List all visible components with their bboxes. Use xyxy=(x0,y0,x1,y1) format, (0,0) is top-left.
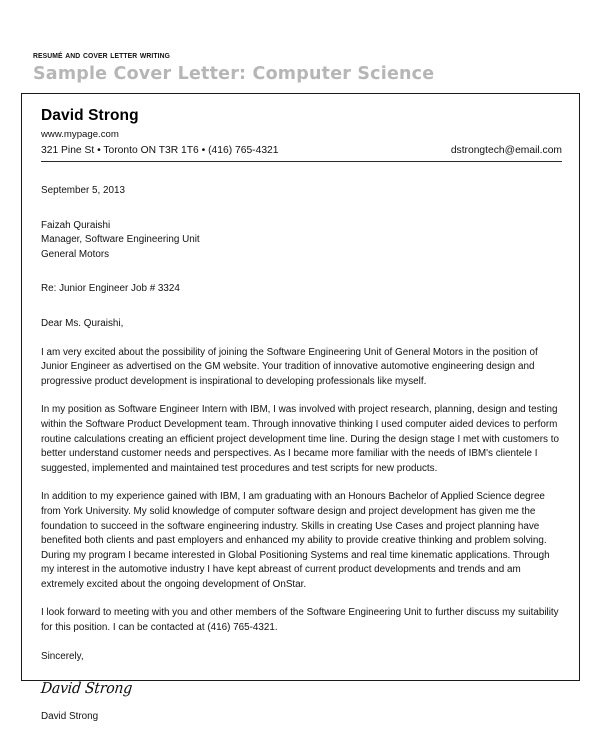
signature-typed-name: David Strong xyxy=(41,711,99,723)
recipient-title: Manager, Software Engineering Unit xyxy=(41,234,200,246)
closing: Sincerely, xyxy=(41,650,84,662)
recipient-block xyxy=(41,219,562,263)
sender-contact-row xyxy=(41,143,562,158)
letterhead-divider xyxy=(41,161,562,162)
letterhead xyxy=(41,106,562,162)
recipient-company: General Motors xyxy=(41,248,110,260)
letter-content xyxy=(41,106,562,725)
letter-paragraph: I am very excited about the possibility of joining the Software Engineering Unit of General Motors in the position of Junior Engineer as advertised on the GM website. Your tradition of innovative automotive engineering design and progressive product development is inspirational to developing professionals like myself. xyxy=(41,346,538,387)
sender-address: 321 Pine St • Toronto ON T3R 1T6 • (416) 765-4321 xyxy=(41,145,279,156)
page-title: Sample Cover Letter: Computer Science xyxy=(33,64,435,84)
letter-paragraph: I look forward to meeting with you and other members of the Software Engineering Unit to further discuss my suitability for this position. I can be contacted at (416) 765-4321. xyxy=(41,607,559,634)
subject-line: Re: Junior Engineer Job # 3324 xyxy=(41,283,180,295)
document-header xyxy=(33,50,573,85)
letter-date: September 5, 2013 xyxy=(41,185,125,196)
letter-sheet xyxy=(21,93,580,723)
document-kicker: resumé and cover letter writing xyxy=(33,50,170,61)
letter-paragraph: In addition to my experience gained with IBM, I am graduating with an Honours Bachelor of Applied Science degree from York University. My solid knowledge of computer software design and project development has given me the foundation to succeed in the software engineering industry. Skills in creating Use Cases and project planning have benefited both clients and past employers and enhanced my ability to provide creative thinking and problem solving. During my program I became interested in Global Positioning Systems and real time kinematic applications. Through my interest in the automotive industry I have kept abreast of current product developments and trends and am extremely excited about the ongoing development of OnStar. xyxy=(41,491,550,590)
letter-paragraph: In my position as Software Engineer Intern with IBM, I was involved with project research, planning, design and testing within the Software Product Development team. Through innovative thinking I used computer aided devices to perform routine calculations creating an efficient project development time line. During the design stage I met with customers to better understand customer needs and perspectives. As I became more familiar with the needs of IBM's clientele I suggested, implemented and maintained test procedures and test scripts for new products. xyxy=(41,404,559,474)
recipient-name: Faizah Quraishi xyxy=(41,219,111,231)
sender-website: www.mypage.com xyxy=(41,129,119,140)
sender-name: David Strong xyxy=(41,107,139,124)
signature-script: David Strong xyxy=(40,679,134,698)
sender-email: dstrongtech@email.com xyxy=(450,145,562,156)
salutation: Dear Ms. Quraishi, xyxy=(41,317,124,329)
letter-body xyxy=(41,184,562,725)
